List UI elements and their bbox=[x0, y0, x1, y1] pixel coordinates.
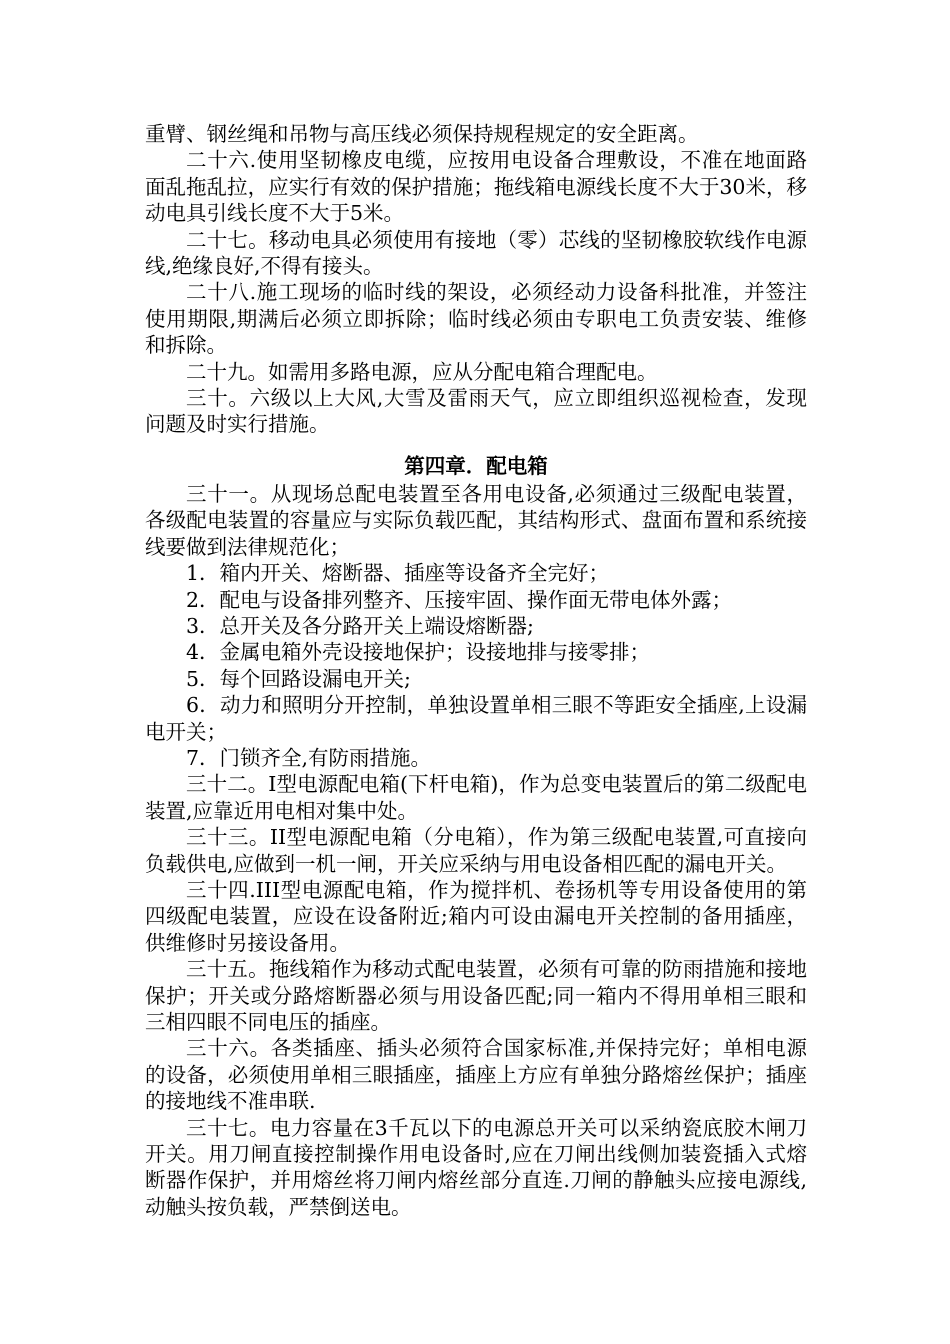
list-item-1: 1．箱内开关、熔断器、插座等设备齐全完好； bbox=[186, 561, 610, 586]
paragraph-item-26: 二十六.使用坚韧橡皮电缆，应按用电设备合理敷设，不准在地面路面乱拖乱拉，应实行有效的保护措施；拖线箱电源线长度不大于30米，移动电具引线长度不大于5米。 bbox=[145, 148, 807, 226]
list-item-5: 5．每个回路设漏电开关; bbox=[186, 666, 411, 691]
list-item-4: 4．金属电箱外壳设接地保护；设接地排与接零排； bbox=[186, 640, 651, 665]
paragraph-item-36: 三十六。各类插座、插头必须符合国家标准,并保持完好；单相电源的设备，必须使用单相三眼插座，插座上方应有单独分路熔丝保护；插座的接地线不准串联. bbox=[145, 1036, 807, 1114]
paragraph-item-33: 三十三。II型电源配电箱（分电箱），作为第三级配电装置,可直接向负载供电,应做到一机一闸，开关应采纳与用电设备相匹配的漏电开关。 bbox=[145, 825, 807, 876]
paragraph-item-27: 二十七。移动电具必须使用有接地（零）芯线的坚韧橡胶软线作电源线,绝缘良好,不得有接头。 bbox=[145, 227, 807, 279]
paragraph-item-28: 二十八.施工现场的临时线的架设，必须经动力设备科批准，并签注使用期限,期满后必须立即拆除；临时线必须由专职电工负责安装、维修和拆除。 bbox=[145, 280, 807, 358]
paragraph-item-37: 三十七。电力容量在3千瓦以下的电源总开关可以采纳瓷底胶木闸刀开关。用刀闸直接控制操作用电设备时,应在刀闸出线侧加装瓷插入式熔断器作保护，并用熔丝将刀闸内熔丝部分直连.刀闸的静触头应接电源线,动触头按负载，严禁倒送电。 bbox=[145, 1115, 807, 1219]
list-item-2: 2．配电与设备排列整齐、压接牢固、操作面无带电体外露； bbox=[186, 587, 733, 612]
document-body bbox=[145, 121, 807, 1220]
paragraph-item-35: 三十五。拖线箱作为移动式配电装置，必须有可靠的防雨措施和接地保护；开关或分路熔断器必须与用设备匹配;同一箱内不得用单相三眼和三相四眼不同电压的插座。 bbox=[145, 957, 807, 1034]
list-item-7: 7．门锁齐全,有防雨措施。 bbox=[186, 745, 432, 770]
paragraph-item-31: 三十一。从现场总配电装置至各用电设备,必须通过三级配电装置，各级配电装置的容量应与实际负载匹配，其结构形式、盘面布置和系统接线要做到法律规范化； bbox=[145, 481, 807, 559]
paragraph-item-32: 三十二。I型电源配电箱(下杆电箱)，作为总变电装置后的第二级配电装置,应靠近用电相对集中处。 bbox=[145, 772, 807, 823]
chapter-title: 第四章．配电箱 bbox=[404, 453, 548, 478]
paragraph-item-34: 三十四.III型电源配电箱，作为搅拌机、卷扬机等专用设备使用的第四级配电装置，应设在设备附近;箱内可设由漏电开关控制的备用插座，供维修时另接设备用。 bbox=[145, 877, 807, 955]
list-item-3: 3．总开关及各分路开关上端设熔断器; bbox=[186, 613, 534, 638]
list-item-6: 6．动力和照明分开控制，单独设置单相三眼不等距安全插座,上设漏电开关； bbox=[145, 693, 807, 744]
paragraph-continuation: 重臂、钢丝绳和吊物与高压线必须保持规程规定的安全距离。 bbox=[145, 122, 699, 146]
paragraph-item-30: 三十。六级以上大风,大雪及雷雨天气，应立即组织巡视检查，发现问题及时实行措施。 bbox=[145, 386, 807, 437]
paragraph-item-29: 二十九。如需用多路电源，应从分配电箱合理配电。 bbox=[186, 359, 658, 384]
